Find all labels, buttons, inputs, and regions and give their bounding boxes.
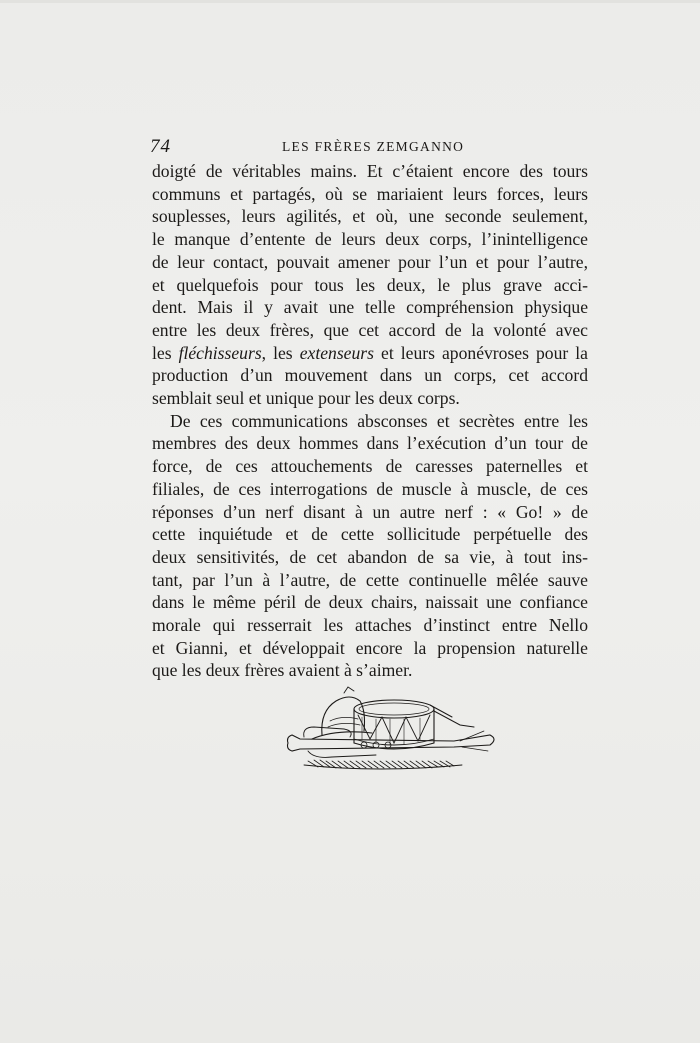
text-line: le manque d’entente de leurs deux corps, l’inintelligence [152, 229, 588, 250]
text-line: de leur contact, pouvait amener pour l’un et pour l’autre, [152, 251, 588, 272]
italic-term-flechisseurs: fléchisseurs [178, 342, 262, 363]
text-line: cette inquiétude et de cette sollicitude perpétuelle des [152, 524, 588, 545]
paragraph-1 [152, 160, 588, 410]
ground-hatching [304, 760, 462, 769]
running-head [150, 136, 590, 160]
text-line: communs et partagés, où se mariaient leurs forces, leurs [152, 183, 588, 204]
text-line: production d’un mouvement dans un corps, cet accord [152, 365, 588, 386]
text-fragment: , les [261, 342, 300, 363]
italic-term-extenseurs: extenseurs [299, 342, 374, 363]
text-fragment: les [152, 342, 179, 363]
text-line: et Gianni, et développait encore la propension naturelle [152, 637, 588, 658]
text-line: dans le même péril de deux chairs, naissait une confiance [152, 592, 588, 613]
body-text [152, 160, 588, 682]
drum-icon [354, 700, 474, 749]
page-top-edge [0, 0, 700, 3]
text-line: force, de ces attouchements de caresses paternelles et [152, 456, 588, 477]
page-number: 74 [150, 136, 171, 157]
text-line: dent. Mais il y avait une telle compréhension physique [152, 297, 588, 318]
text-line: filiales, de ces interrogations de muscle à muscle, de ces [152, 478, 588, 499]
text-line: que les deux frères avaient à s’aimer. [152, 660, 413, 681]
text-line: deux sensitivités, de cet abandon de sa vie, à tout ins- [152, 546, 588, 567]
text-line: tant, par l’un à l’autre, de cette continuelle mêlée sauve [152, 569, 588, 590]
text-line: et quelquefois pour tous les deux, le plus grave acci- [152, 274, 588, 295]
running-title: LES FRÈRES ZEMGANNO [282, 139, 465, 154]
hat-icon [312, 687, 372, 739]
paragraph-2 [152, 410, 588, 682]
drum-and-trumpet-vignette-icon [284, 681, 512, 777]
text-line: morale qui resserrait les attaches d’instinct entre Nello [152, 615, 588, 636]
text-line: entre les deux frères, que cet accord de la volonté avec [152, 319, 588, 340]
trumpet-icon [288, 727, 495, 757]
text-line: semblait seul et unique pour les deux corps. [152, 388, 460, 409]
text-fragment: et leurs aponévroses pour la [373, 342, 588, 363]
text-line: membres des deux hommes dans l’exécution d’un tour de [152, 433, 588, 454]
text-line-with-italics [152, 342, 588, 365]
text-line: De ces communications absconses et secrètes entre les [170, 410, 588, 431]
text-line: réponses d’un nerf disant à un autre nerf : « Go! » de [152, 501, 588, 522]
text-line: souplesses, leurs agilités, et où, une seconde seulement, [152, 206, 588, 227]
text-line: doigté de véritables mains. Et c’étaient encore des tours [152, 161, 588, 181]
